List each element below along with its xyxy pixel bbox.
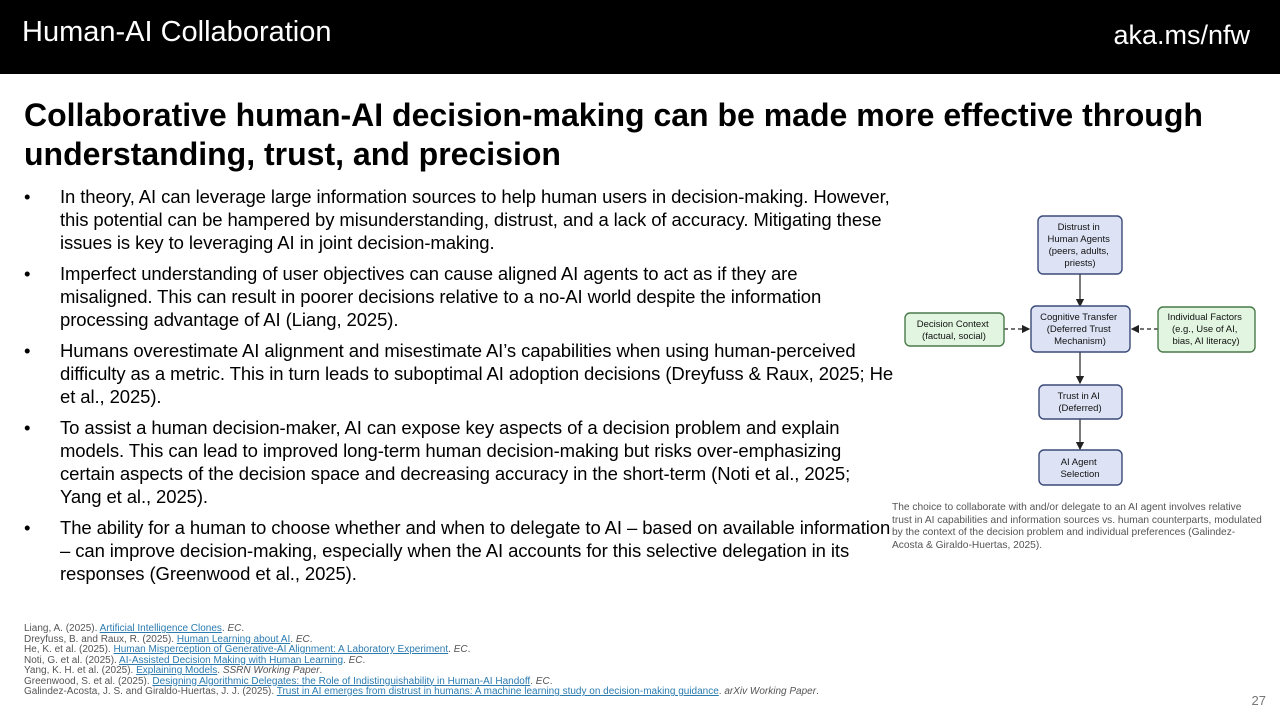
node-text: Individual Factors xyxy=(1167,312,1242,323)
node-ai-agent-selection xyxy=(1039,450,1122,485)
node-text: Decision Context xyxy=(916,319,989,330)
ref-sep: . xyxy=(343,654,349,666)
diagram-caption: The choice to collaborate with and/or delegate to an AI agent involves relative trust in AI capabilities and information sources vs. human counterparts, modulated by the context of the decision problem and individual preferences (Galindez-Acosta & Giraldo-Huertas, 2025). xyxy=(892,502,1262,551)
bullet-item xyxy=(24,185,894,254)
node-text: (e.g., Use of AI, xyxy=(1171,324,1238,335)
ref-title-link[interactable]: Trust in AI emerges from distrust in humans: A machine learning study on decision-making guidance xyxy=(276,686,719,697)
node-cognitive-transfer xyxy=(1031,306,1130,352)
bullet-dot: • xyxy=(24,517,31,538)
node-text: AI Agent xyxy=(1060,457,1097,468)
node-text: Human Agents xyxy=(1047,234,1110,245)
node-text: Mechanism) xyxy=(1054,336,1106,347)
page-number: 27 xyxy=(1251,693,1266,708)
ref-venue: EC xyxy=(295,633,310,645)
svg-text:Individual Factors (e.g. xyxy=(1167,312,1244,347)
svg-text:Decision Context (factua xyxy=(917,319,991,342)
ref-end: . xyxy=(467,644,471,655)
ref-authors: Greenwood, S. et al. (2025). xyxy=(24,675,153,687)
bullet-text: To assist a human decision-maker, AI can expose key aspects of a decision problem and explain models. This can lead to improved long-term human decision-making but risks over-emphasizing certain aspects of the decision space and decreasing accuracy in the short-term (Noti et al., 2025; Yang et al., 2025). xyxy=(60,417,851,507)
ref-venue: EC xyxy=(227,623,242,634)
ref-title-link[interactable]: Artificial Intelligence Clones xyxy=(99,623,222,634)
node-text: Distrust in xyxy=(1057,222,1100,233)
ref-authors: Yang, K. H. et al. (2025). xyxy=(24,665,137,676)
ref-sep: . xyxy=(718,686,725,697)
reference-list xyxy=(24,624,1024,698)
ref-title-link[interactable]: Human Misperception of Generative-AI Alignment: A Laboratory Experiment xyxy=(113,644,449,655)
ref-title-link[interactable]: AI-Assisted Decision Making with Human Learning xyxy=(119,654,344,666)
ref-sep: . xyxy=(221,623,228,634)
ref-sep: . xyxy=(290,633,296,645)
svg-text:Trust in AI (Deferred) xyxy=(1057,391,1102,414)
ref-venue: EC xyxy=(535,675,550,687)
ref-end: . xyxy=(309,633,313,645)
bullet-item xyxy=(24,416,894,508)
section-title: Human-AI Collaboration xyxy=(22,16,332,48)
node-individual-factors xyxy=(1158,307,1255,352)
ref-sep: . xyxy=(530,675,536,687)
node-text: Cognitive Transfer xyxy=(1040,312,1118,323)
bullet-dot: • xyxy=(24,340,31,361)
reference-item xyxy=(24,687,1024,698)
trust-flow-diagram xyxy=(900,210,1260,495)
ref-venue: arXiv Working Paper xyxy=(724,686,817,697)
ref-authors: Noti, G. et al. (2025). xyxy=(24,654,120,666)
ref-end: . xyxy=(362,654,366,666)
top-banner xyxy=(0,0,1280,74)
bullet-text: Imperfect understanding of user objectives can cause aligned AI agents to act as if they are misaligned. This can result in poorer decisions relative to a no-AI world despite the information processing advantage of AI (Liang, 2025). xyxy=(60,263,822,330)
ref-authors: Liang, A. (2025). xyxy=(24,623,100,634)
node-distrust xyxy=(1038,216,1122,274)
bullet-item xyxy=(24,262,894,331)
node-text: Trust in AI xyxy=(1057,391,1100,402)
node-text: Selection xyxy=(1060,469,1100,480)
bullet-text: In theory, AI can leverage large information sources to help human users in decision-making. However, this potential can be hampered by misunderstanding, distrust, and a lack of accuracy. Mitigating these issues is key to leveraging AI in joint decision-making. xyxy=(60,186,890,253)
ref-venue: EC xyxy=(453,644,468,655)
ref-title-link[interactable]: Human Learning about AI xyxy=(176,633,291,645)
bullet-text: The ability for a human to choose whether and when to delegate to AI – based on available information – can improve decision-making, especially when the AI accounts for this selective delegation in its responses (Greenwood et al., 2025). xyxy=(60,517,891,584)
bullet-list xyxy=(24,185,894,593)
ref-end: . xyxy=(319,665,323,676)
ref-authors: Galindez-Acosta, J. S. and Giraldo-Huertas, J. J. (2025). xyxy=(24,686,277,697)
ref-end: . xyxy=(549,675,553,687)
ref-end: . xyxy=(816,686,819,697)
bullet-dot: • xyxy=(24,417,31,438)
svg-text:AI Agent Selection xyxy=(1060,457,1099,480)
node-decision-context xyxy=(905,313,1004,346)
slide-headline: Collaborative human-AI decision-making can be made more effective through understanding, trust, and precision xyxy=(24,97,1203,172)
ref-venue: SSRN Working Paper xyxy=(222,665,320,676)
bullet-item xyxy=(24,516,894,585)
node-text: priests) xyxy=(1064,258,1096,269)
ref-title-link[interactable]: Explaining Models xyxy=(136,665,218,676)
node-text: bias, AI literacy) xyxy=(1172,336,1240,347)
ref-title-link[interactable]: Designing Algorithmic Delegates: the Role of Indistinguishability in Human-AI Handoff xyxy=(152,675,531,687)
ref-sep: . xyxy=(448,644,454,655)
node-trust-in-ai xyxy=(1039,385,1122,419)
ref-venue: EC xyxy=(348,654,363,666)
ref-authors: He, K. et al. (2025). xyxy=(24,644,114,655)
node-text: (Deferred Trust xyxy=(1046,324,1111,335)
node-text: (Deferred) xyxy=(1058,403,1102,414)
bullet-dot: • xyxy=(24,263,31,284)
bullet-text: Humans overestimate AI alignment and misestimate AI’s capabilities when using human-perceived difficulty as a metric. This in turn leads to suboptimal AI adoption decisions (Dreyfuss & Raux, 2025; He et al., 2025). xyxy=(60,340,894,407)
ref-authors: Dreyfuss, B. and Raux, R. (2025). xyxy=(24,633,177,645)
node-text: (peers, adults, xyxy=(1048,246,1109,257)
ref-sep: . xyxy=(217,665,223,676)
short-link[interactable]: aka.ms/nfw xyxy=(1113,20,1250,50)
bullet-item xyxy=(24,339,894,408)
bullet-dot: • xyxy=(24,186,31,207)
node-text: (factual, social) xyxy=(922,331,986,342)
ref-end: . xyxy=(241,623,245,634)
